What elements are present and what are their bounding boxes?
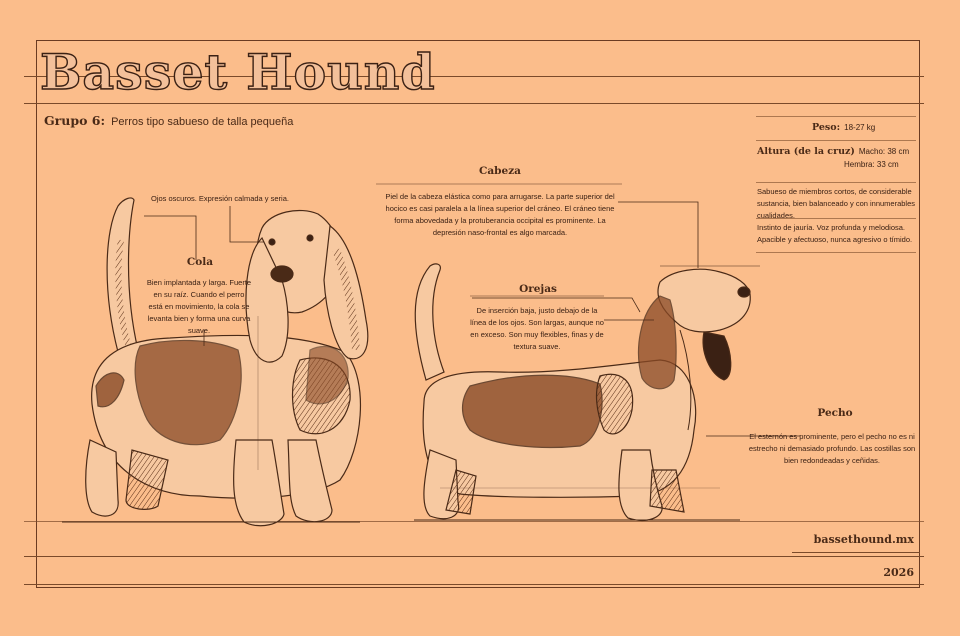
eyes-note: Ojos oscuros. Expresión calmada y seria.	[151, 194, 289, 203]
breed-temperament: Instinto de jauría. Voz profunda y melodiosa. Apacible y afectuoso, nunca agresivo o tímido.	[757, 223, 913, 244]
chest-label: Pecho	[817, 407, 853, 419]
front-dog-leg	[126, 450, 168, 509]
side-dog-saddle	[463, 375, 602, 447]
year: 2026	[883, 566, 914, 579]
height-label: Altura (de la cruz)	[757, 146, 855, 157]
breed-description: Sabueso de miembros cortos, de considerable sustancia, bien balanceado y con innumerables cualidades.	[757, 187, 916, 220]
tail-label: Cola	[186, 256, 214, 268]
head-note: Piel de la cabeza elástica como para arrugarse. La parte superior del hocico es casi paralela a la línea superior del cráneo. El cráneo tiene forma abovedada y la protuberancia occipital es prominente. La depresión naso-frontal es algo marcada.	[385, 192, 615, 237]
side-dog-illustration	[414, 264, 760, 520]
chest-note: El esternón es prominente, pero el pecho no es ni estrecho ni demasiado profundo. Las costillas son bien redondeadas y ceñidas.	[748, 432, 916, 465]
front-dog-leg	[86, 440, 118, 516]
height-female-row	[844, 160, 899, 169]
side-dog-ear	[639, 296, 677, 389]
head-label: Cabeza	[479, 165, 521, 177]
height-row	[757, 146, 909, 157]
side-dog-nose	[738, 287, 750, 297]
side-dog-leg	[650, 470, 684, 512]
page-title: Basset Hound	[40, 43, 436, 101]
weight-value: 18-27 kg	[844, 123, 876, 132]
group-label: Grupo 6:	[44, 113, 106, 128]
height-female: Hembra: 33 cm	[844, 160, 899, 169]
front-dog-eye	[269, 239, 275, 245]
front-dog-eye	[307, 235, 313, 241]
side-dog-tail	[415, 264, 444, 380]
tail-note: Bien implantada y larga. Fuerte en su raíz. Cuando el perro está en movimiento, la cola se levanta bien y forma una curva suave.	[146, 278, 252, 335]
height-male: Macho: 38 cm	[858, 147, 910, 156]
group-text: Perros tipo sabueso de talla pequeña	[111, 116, 294, 128]
front-dog-nose	[271, 266, 293, 282]
side-dog-jowl	[703, 332, 731, 380]
weight-label: Peso:	[812, 122, 841, 133]
weight-row	[812, 122, 875, 133]
ears-label: Orejas	[519, 283, 557, 295]
site-name: bassethound.mx	[813, 533, 914, 546]
front-dog-illustration	[62, 198, 368, 526]
ears-note: De inserción baja, justo debajo de la línea de los ojos. Son largas, aunque no en exceso. Son muy flexibles, finas y de textura suave.	[470, 306, 604, 351]
